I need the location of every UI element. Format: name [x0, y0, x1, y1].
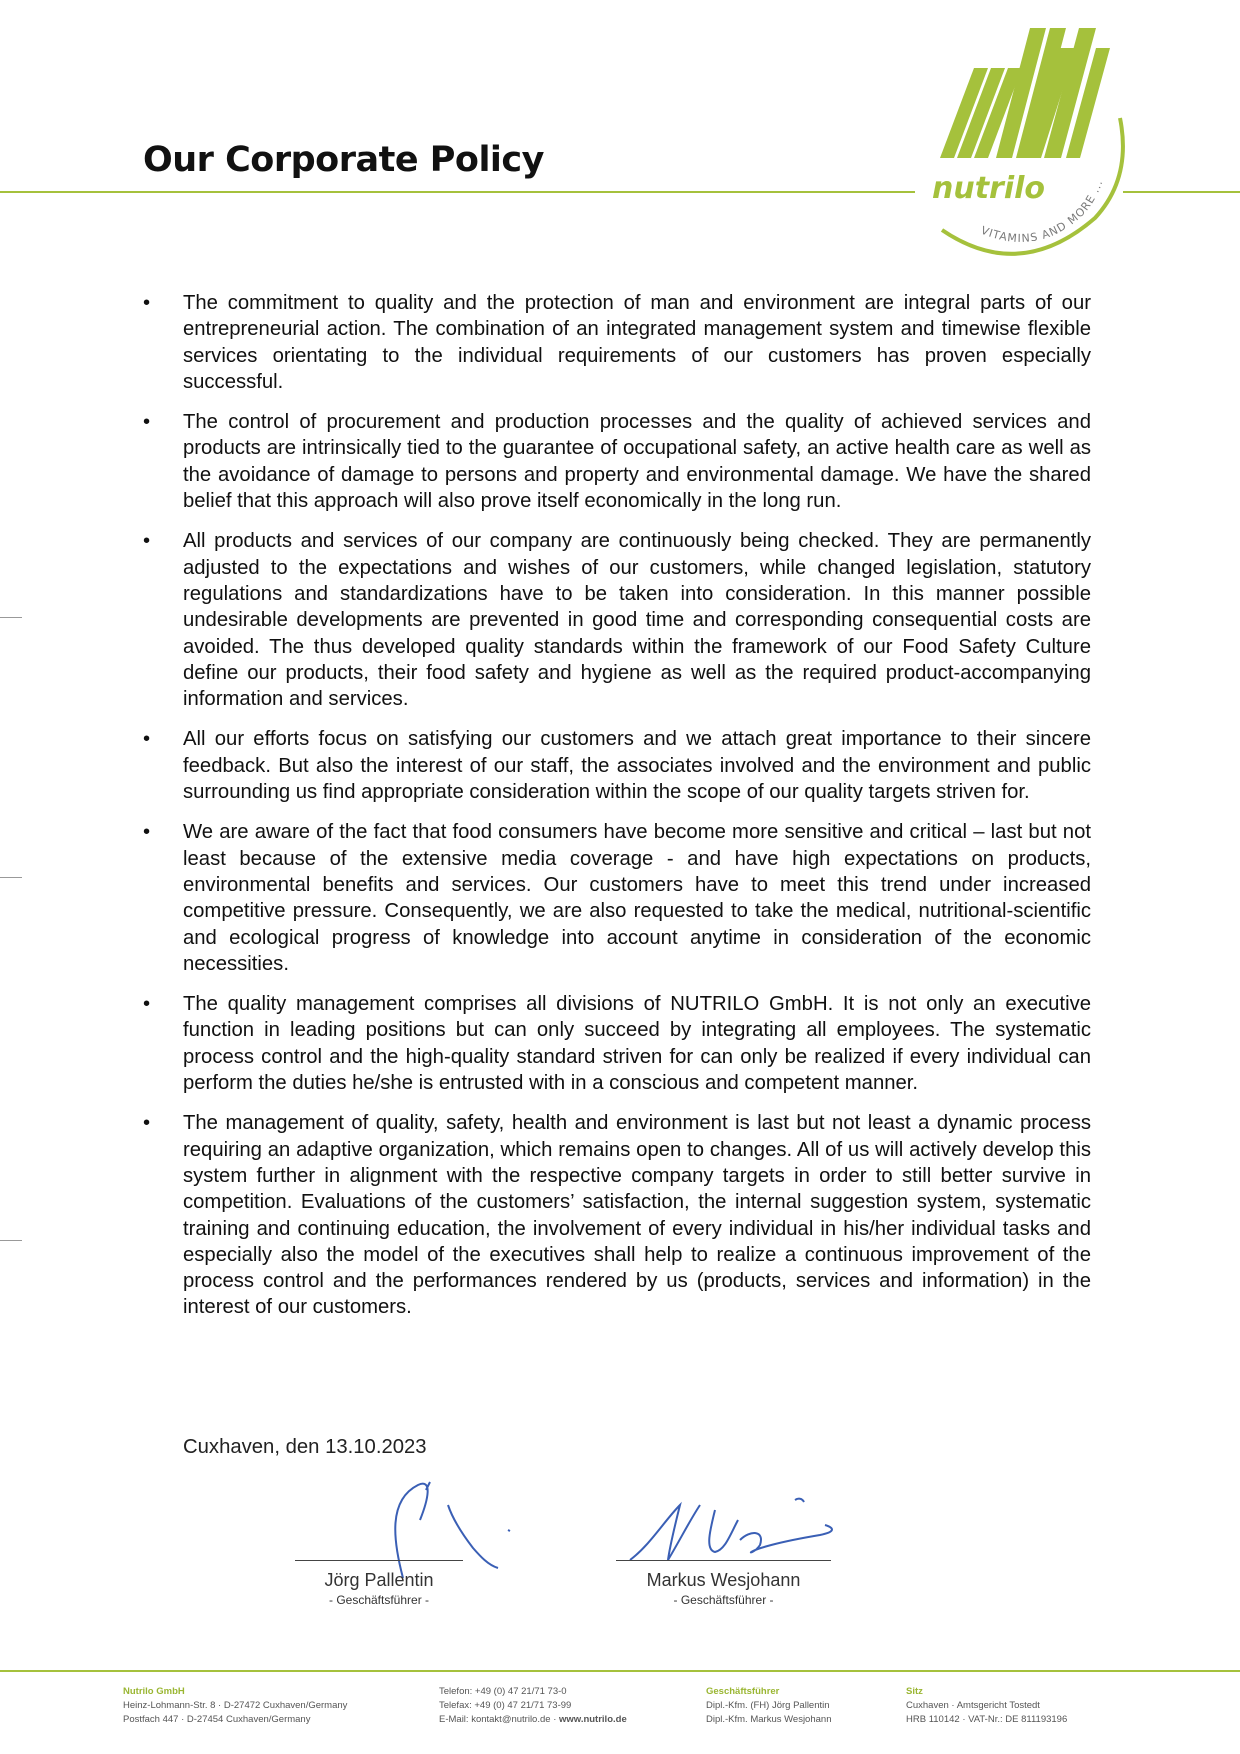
svg-text:VITAMINS AND MORE ...: VITAMINS AND MORE ...	[979, 177, 1106, 246]
bullet-icon: •	[143, 821, 151, 844]
nutrilo-logo	[920, 8, 1140, 278]
policy-item: • The quality management comprises all divisions of NUTRILO GmbH. It is not only an executive function in leading positions but can only succeed by integrating all employees. The systematic process control and the high-quality standard striven for can only be realized if every individual can perform the duties he/she is entrusted with in a conscious and competent manner.	[143, 993, 1091, 1095]
punch-mark	[0, 877, 22, 878]
website-link[interactable]: www.nutrilo.de	[559, 1714, 627, 1725]
footer-contact: Telefon: +49 (0) 47 21/71 73-0 Telefax: +49 (0) 47 21/71 73-99 E-Mail: kontakt@nutrilo.de · www.nutrilo.de	[439, 1686, 627, 1725]
footer-rule	[0, 1670, 1240, 1672]
place-date: Cuxhaven, den 13.10.2023	[183, 1436, 427, 1458]
signer-role: - Geschäftsführer -	[673, 1593, 774, 1607]
fold-mark	[0, 617, 22, 618]
signature-pallentin	[348, 1460, 538, 1580]
bullet-icon: •	[143, 411, 151, 434]
policy-item: • All our efforts focus on satisfying our customers and we attach great importance to their sincere feedback. But also the interest of our staff, the associates involved and the environment and public surrounding us find appropriate consideration within the scope of our quality targets striven for.	[143, 728, 1091, 804]
bullet-icon: •	[143, 1112, 151, 1135]
bullet-icon: •	[143, 993, 151, 1016]
svg-text:nutrilo: nutrilo	[932, 171, 1046, 206]
bullet-icon: •	[143, 292, 151, 314]
signature-line	[295, 1560, 463, 1561]
header-rule-right	[1123, 191, 1240, 193]
policy-item: • We are aware of the fact that food consumers have become more sensitive and critical – last but not least because of the extensive media coverage - and have high expectations on products, environmental benefits and services. Our customers have to meet this trend under increased competitive pressure. Consequently, we are also requested to take the medical, nutritional-scientific and ecological progress of knowledge into account anytime in consideration of the economic necessities.	[143, 821, 1091, 975]
signer-role: - Geschäftsführer -	[328, 1593, 430, 1607]
policy-list	[143, 290, 1091, 1335]
footer-seat: Sitz Cuxhaven · Amtsgericht Tostedt HRB 110142 · VAT-Nr.: DE 811193196	[906, 1686, 1068, 1725]
header-rule	[0, 191, 915, 193]
footer-management: Geschäftsführer Dipl.-Kfm. (FH) Jörg Pallentin Dipl.-Kfm. Markus Wesjohann	[706, 1686, 832, 1725]
footer-company: Nutrilo GmbH Heinz-Lohmann-Str. 8 · D-27472 Cuxhaven/Germany Postfach 447 · D-27454 Cuxhaven/Germany	[123, 1686, 348, 1725]
page-title: Our Corporate Policy	[143, 140, 544, 180]
signature-line	[616, 1560, 831, 1561]
policy-item: • The management of quality, safety, health and environment is last but not least a dynamic process requiring an adaptive organization, which remains open to changes. All of us will actively develop this system further in alignment with the respective company targets in order to still better survive in competition. Evaluations of the customers’ satisfaction, the internal suggestion system, systematic training and continuing education, the involvement of every individual in his/her individual tasks and especially also the model of the executives shall help to realize a continuous improvement of the process control and the performances rendered by us (products, services and information) in the interest of our customers.	[143, 1112, 1091, 1319]
policy-item: • The commitment to quality and the protection of man and environment are integral parts of our entrepreneurial action. The combination of an integrated management system and timewise flexible services orientating to the individual requirements of our customers has proven especially successful.	[143, 292, 1091, 393]
policy-item: • All products and services of our company are continuously being checked. They are permanently adjusted to the expectations and wishes of our customers, while changed legislation, statutory regulations and standardizations have to be taken into consideration. In this manner possible undesirable developments are prevented in good time and corresponding consequential costs are avoided. The thus developed quality standards within the framework of our Food Safety Culture define our products, their food safety and hygiene as well as the required product-accompanying information and services.	[143, 530, 1091, 711]
signature-wesjohann	[620, 1490, 850, 1570]
bullet-icon: •	[143, 728, 151, 751]
policy-item: • The control of procurement and production processes and the quality of achieved services and products are intrinsically tied to the guarantee of occupational safety, an active health care as well as the avoidance of damage to persons and property and environmental damage. We have the shared belief that this approach will also prove itself economically in the long run.	[143, 411, 1091, 513]
signer-name: Markus Wesjohann	[646, 1570, 801, 1590]
fold-mark	[0, 1240, 22, 1241]
bullet-icon: •	[143, 530, 151, 553]
signer-name: Jörg Pallentin	[324, 1570, 434, 1590]
